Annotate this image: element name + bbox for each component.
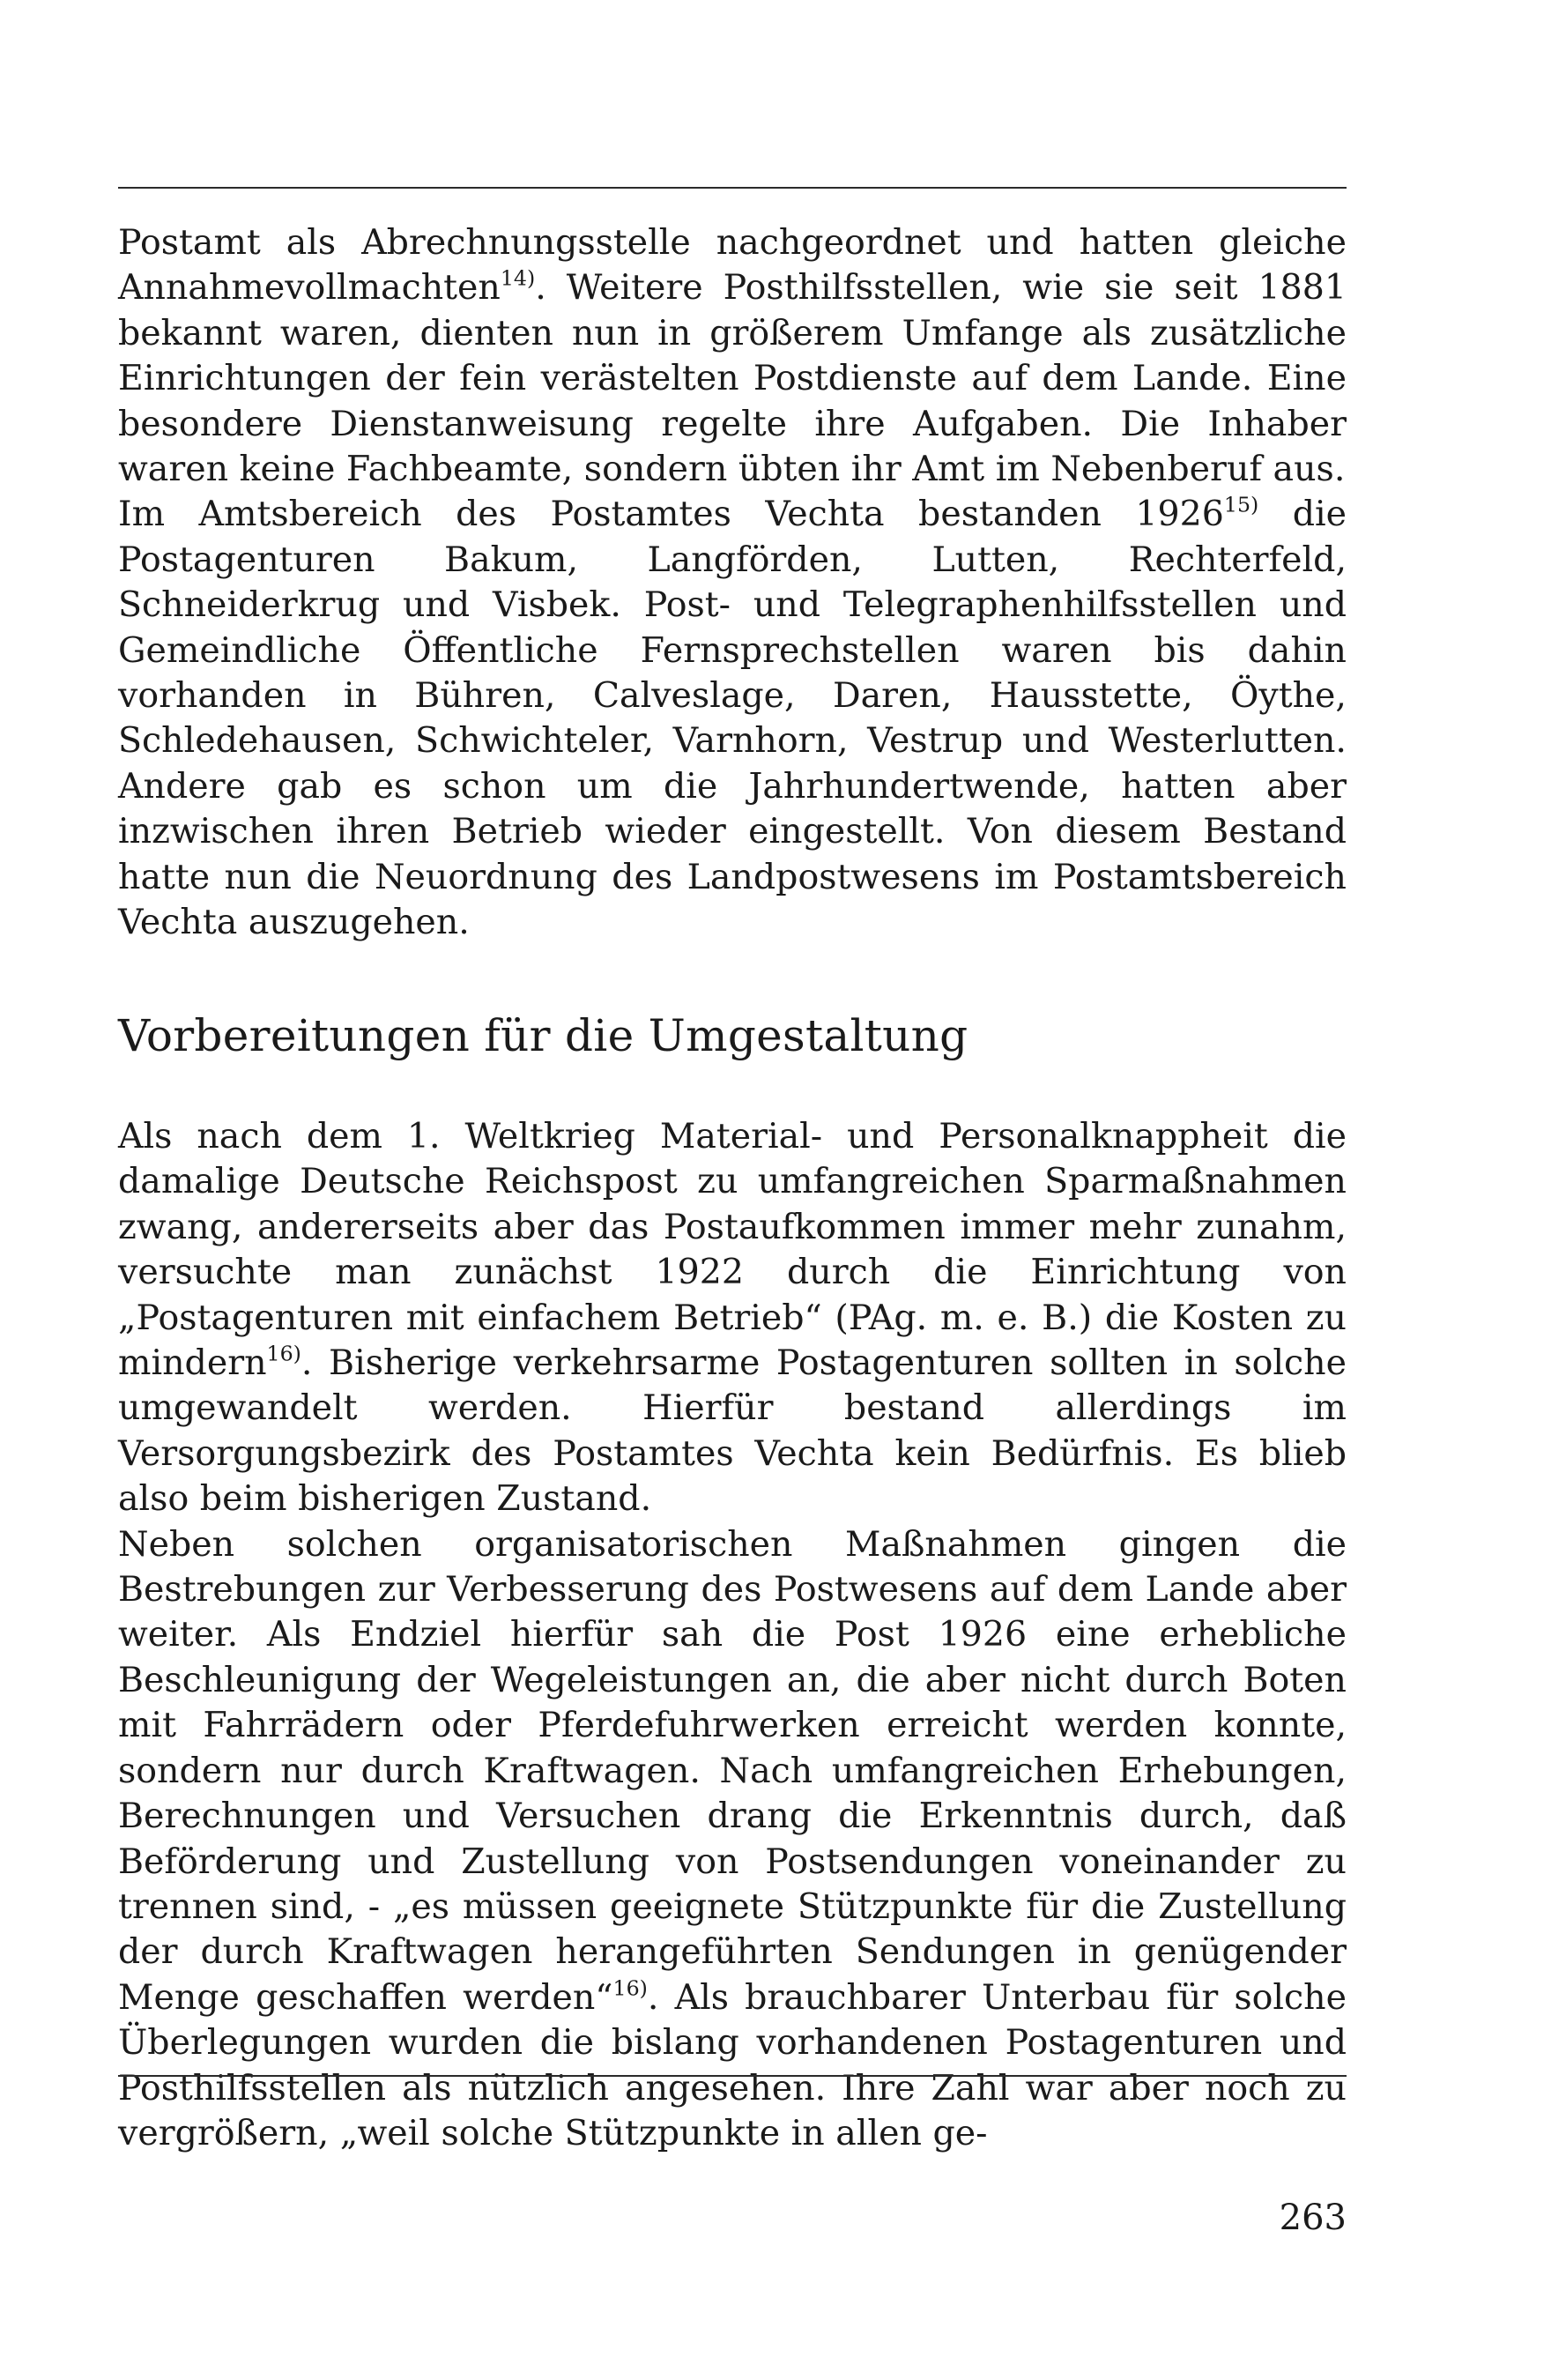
footnote-ref: 16) (612, 1975, 648, 2001)
bottom-rule (118, 2075, 1347, 2077)
paragraph-text: die Postagenturen Bakum, Langförden, Lutten, Rechterfeld, Schneiderkrug und Visbek. Post- und Telegraphenhilfsstellen und Gemeindliche Öffentliche Fernsprechstellen waren bis dahin vorhanden in Bühren, Calveslage, Daren, Hausstette, Öythe, Schledehausen, Schwichteler, Varnhorn, Vestrup und Westerlutten. Andere gab es schon um die Jahrhundertwende, hatten aber inzwischen ihren Betrieb wieder eingestellt. Von diesem Bestand hatte nun die Neuordnung des Landpostwesens im Postamtsbereich Vechta auszugehen. (118, 494, 1347, 943)
paragraph (118, 220, 1347, 492)
paragraph-text: Neben solchen organisatorischen Maßnahmen gingen die Bestrebungen zur Verbesserung des Postwesens auf dem Lande aber weiter. Als Endziel hierfür sah die Post 1926 eine erhebliche Beschleunigung der Wegeleistungen an, die aber nicht durch Boten mit Fahrrädern oder Pferdefuhrwerken erreicht werden konnte, sondern nur durch Kraftwagen. Nach umfangreichen Erhebungen, Berechnungen und Versuchen drang die Erkenntnis durch, daß Beförderung und Zustellung von Postsendungen voneinander zu trennen sind, - „es müssen geeignete Stützpunkte für die Zustellung der durch Kraftwagen herangeführten Sendungen in genügender Menge geschaffen werden“ (118, 1523, 1347, 2018)
text-block-top (118, 220, 1347, 946)
footnote-ref: 14) (500, 266, 536, 292)
paragraph-text: . Als brauchbarer Unterbau für solche Überlegungen wurden die bislang vorhandenen Postagenturen und Posthilfsstellen als nützlich angesehen. Ihre Zahl war aber noch zu vergrößern, „weil solche Stützpunkte in allen ge- (118, 1976, 1347, 2153)
paragraph-text: Postamt als Abrechnungsstelle nachgeordnet und hatten gleiche Annahmevollmachten (118, 222, 1347, 309)
footnote-ref: 15) (1223, 493, 1259, 518)
paragraph (118, 492, 1347, 945)
paragraph-text: Im Amtsbereich des Postamtes Vechta bestanden 1926 (118, 494, 1224, 535)
text-block-bottom (118, 1114, 1347, 2156)
section-heading: Vorbereitungen für die Umgestaltung (118, 1010, 968, 1061)
paragraph (118, 1522, 1347, 2157)
paragraph-text: . Weitere Posthilfsstellen, wie sie seit 1881 bekannt waren, dienten nun in größerem Umfange als zusätzliche Einrichtungen der fein verästelten Postdienste auf dem Lande. Eine besondere Dienstanweisung regelte ihre Aufgaben. Die Inhaber waren keine Fachbeamte, sondern übten ihr Amt im Nebenberuf aus. (118, 267, 1347, 490)
top-rule (118, 187, 1347, 189)
footnote-ref: 16) (266, 1341, 301, 1366)
paragraph-text: . Bisherige verkehrsarme Postagenturen sollten in solche umgewandelt werden. Hierfür bestand allerdings im Versorgungsbezirk des Postamtes Vechta kein Bedürfnis. Es blieb also beim bisherigen Zustand. (118, 1342, 1347, 1520)
page-number: 263 (1279, 2198, 1347, 2238)
paragraph (118, 1114, 1347, 1522)
paragraph-text: Als nach dem 1. Weltkrieg Material- und Personalknappheit die damalige Deutsche Reichspost zu umfangreichen Sparmaßnahmen zwang, andererseits aber das Postaufkommen immer mehr zunahm, versuchte man zunächst 1922 durch die Einrichtung von „Postagenturen mit einfachem Betrieb“ (PAg. m. e. B.) die Kosten zu mindern (118, 1116, 1347, 1384)
